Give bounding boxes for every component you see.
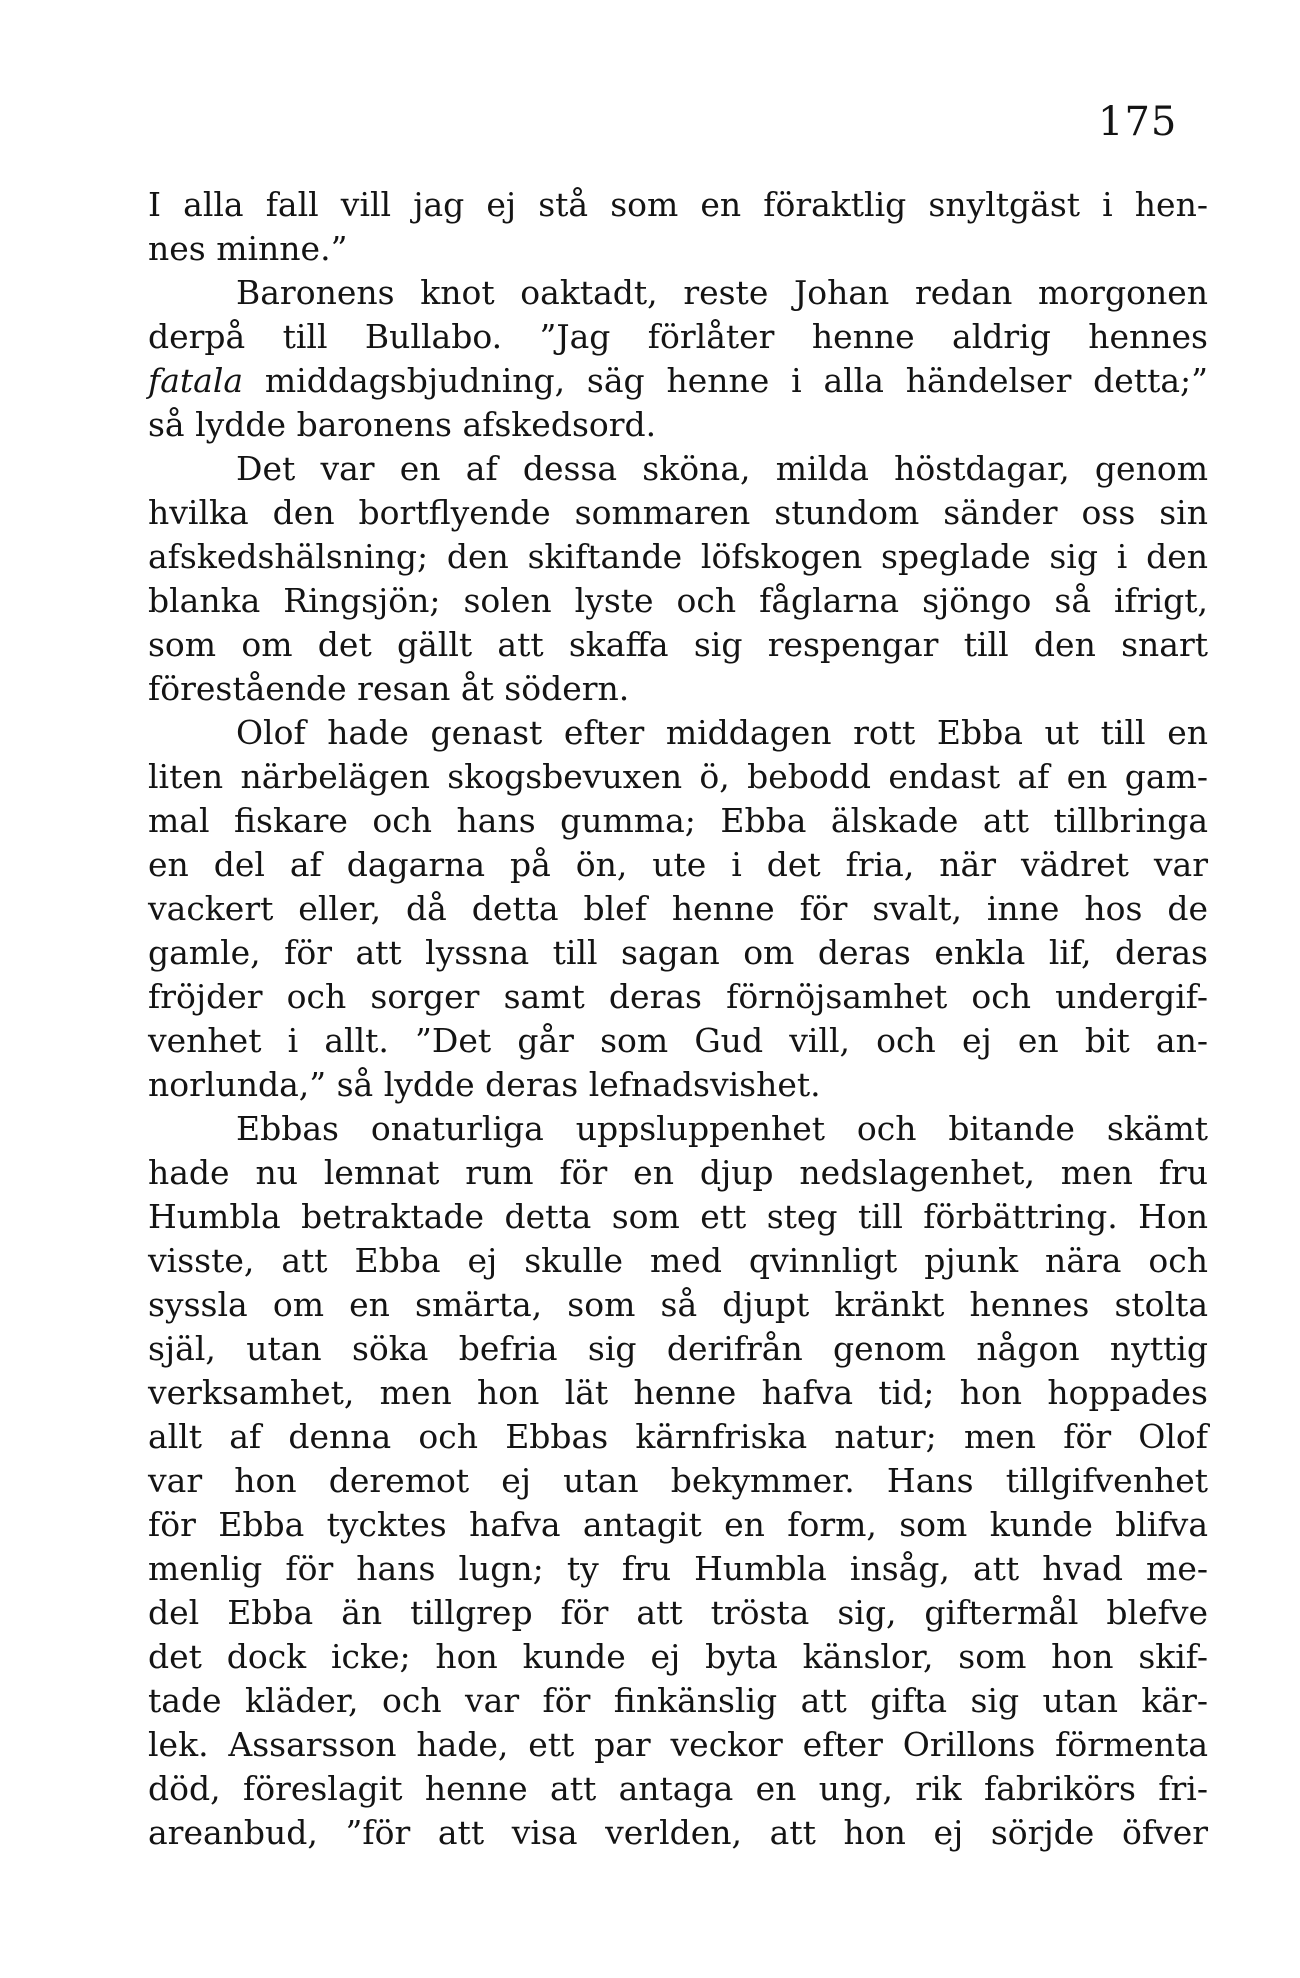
text-line: lek. Assarsson hade, ett par veckor efter Orillons förmenta	[148, 1725, 1208, 1764]
text-line: menlig för hans lugn; ty fru Humbla insåg, att hvad me-	[148, 1549, 1208, 1588]
italic-word: fatala	[148, 361, 244, 400]
text-line: visste, att Ebba ej skulle med qvinnligt pjunk nära och	[148, 1241, 1208, 1280]
text-line-rest: middagsbjudning, säg henne i alla händelser detta;”	[243, 361, 1208, 400]
text-line: derpå till Bullabo. ”Jag förlåter henne aldrig hennes	[148, 317, 1208, 356]
text-line: fröjder och sorger samt deras förnöjsamhet och undergif-	[148, 977, 1208, 1016]
text-line: blanka Ringsjön; solen lyste och fåglarna sjöngo så ifrigt,	[148, 581, 1208, 620]
page-number: 175	[1098, 99, 1178, 145]
text-line: gamle, för att lyssna till sagan om deras enkla lif, deras	[148, 933, 1208, 972]
text-line: vackert eller, då detta blef henne för svalt, inne hos de	[148, 889, 1208, 928]
text-line: Olof hade genast efter middagen rott Ebba ut till en	[236, 713, 1208, 752]
text-line: afskedshälsning; den skiftande löfskogen speglade sig i den	[148, 537, 1208, 576]
text-line: liten närbelägen skogsbevuxen ö, bebodd endast af en gam-	[148, 757, 1208, 796]
text-line: som om det gällt att skaffa sig respengar till den snart	[148, 625, 1208, 664]
text-line: en del af dagarna på ön, ute i det fria, när vädret var	[148, 845, 1208, 884]
text-line: det dock icke; hon kunde ej byta känslor, som hon skif-	[148, 1637, 1208, 1676]
text-line	[148, 359, 1208, 403]
text-line: areanbud, ”för att visa verlden, att hon ej sörjde öfver	[148, 1813, 1208, 1852]
text-line: allt af denna och Ebbas kärnfriska natur; men för Olof	[148, 1417, 1208, 1456]
text-line: tade kläder, och var för finkänslig att gifta sig utan kär-	[148, 1681, 1208, 1720]
text-line: mal fiskare och hans gumma; Ebba älskade att tillbringa	[148, 801, 1208, 840]
text-line: hvilka den bortflyende sommaren stundom sänder oss sin	[148, 493, 1208, 532]
text-line: del Ebba än tillgrep för att trösta sig, giftermål blefve	[148, 1593, 1208, 1632]
text-line: död, föreslagit henne att antaga en ung, rik fabrikörs fri-	[148, 1769, 1208, 1808]
text-line: så lydde baronens afskedsord.	[148, 405, 657, 444]
text-line: syssla om en smärta, som så djupt kränkt hennes stolta	[148, 1285, 1208, 1324]
text-line: Ebbas onaturliga uppsluppenhet och bitande skämt	[236, 1109, 1208, 1148]
text-line: norlunda,” så lydde deras lefnadsvishet.	[148, 1065, 821, 1104]
body-text	[148, 183, 1208, 1855]
text-line: Det var en af dessa sköna, milda höstdagar, genom	[236, 449, 1208, 488]
text-line: verksamhet, men hon lät henne hafva tid; hon hoppades	[148, 1373, 1208, 1412]
text-line: själ, utan söka befria sig derifrån genom någon nyttig	[148, 1329, 1208, 1368]
text-line: nes minne.”	[148, 229, 348, 268]
text-line: Humbla betraktade detta som ett steg till förbättring. Hon	[148, 1197, 1208, 1236]
text-line: förestående resan åt södern.	[148, 669, 630, 708]
text-line: för Ebba tycktes hafva antagit en form, som kunde blifva	[148, 1505, 1208, 1544]
text-line: hade nu lemnat rum för en djup nedslagenhet, men fru	[148, 1153, 1208, 1192]
text-line: var hon deremot ej utan bekymmer. Hans tillgifvenhet	[148, 1461, 1208, 1500]
text-line: Baronens knot oaktadt, reste Johan redan morgonen	[236, 273, 1208, 312]
text-line: I alla fall vill jag ej stå som en föraktlig snyltgäst i hen-	[148, 185, 1208, 224]
text-line: venhet i allt. ”Det går som Gud vill, och ej en bit an-	[148, 1021, 1208, 1060]
